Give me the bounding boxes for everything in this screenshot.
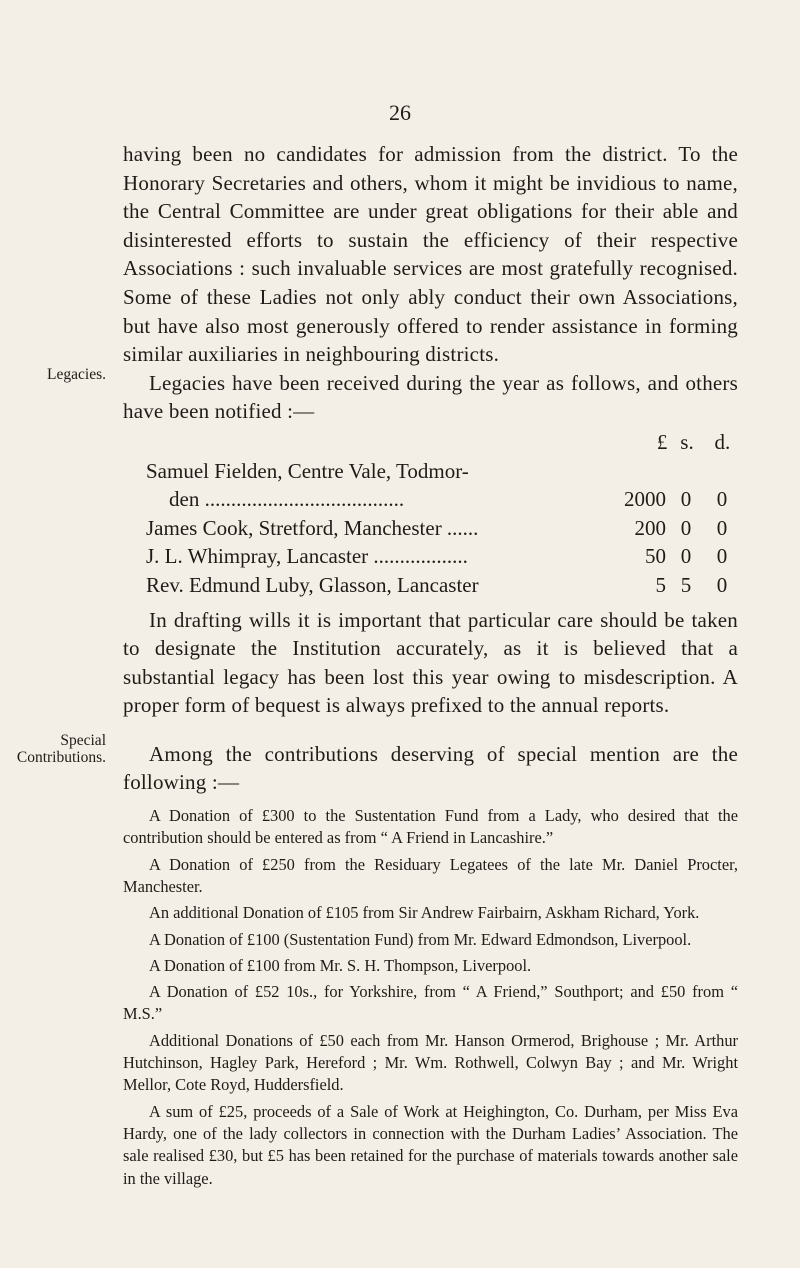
- contribution-item: A Donation of £100 from Mr. S. H. Thompson, Liverpool.: [149, 955, 532, 975]
- legacy-shillings: 0: [680, 544, 692, 569]
- contribution-item: A Donation of £52 10s., for Yorkshire, from “ A Friend,” Southport; and £50 from “ M.S.”: [123, 982, 738, 1024]
- contribution-item: A Donation of £100 (Sustentation Fund) from Mr. Edward Edmondson, Liverpool.: [149, 929, 692, 949]
- legacy-pounds: 2000: [624, 487, 666, 512]
- legacy-pence: 0: [716, 515, 728, 540]
- contribution-item: An additional Donation of £105 from Sir Andrew Fairbairn, Askham Richard, York.: [149, 903, 700, 923]
- legacies-intro: Legacies have been received during the year as follows, and others have been notified :—: [123, 370, 738, 424]
- pounds-header: £: [656, 429, 668, 454]
- contribution-item: Additional Donations of £50 each from Mr. Hanson Ormerod, Brighouse ; Mr. Arthur Hutchinson, Hagley Park, Hereford ; Mr. Wm. Rothwell, Colwyn Bay ; and Mr. Wright Mellor, Cote Royd, Huddersfield.: [123, 1030, 738, 1095]
- special-contributions-intro: Among the contributions deserving of special mention are the following :—: [123, 741, 738, 795]
- legacy-name: Samuel Fielden, Centre Vale, Todmor-: [146, 458, 469, 483]
- contribution-item: A Donation of £250 from the Residuary Legatees of the late Mr. Daniel Procter, Manchester.: [123, 854, 738, 896]
- legacy-shillings: 0: [680, 515, 692, 540]
- main-text: [123, 140, 738, 1194]
- legacy-pounds: 5: [655, 572, 666, 597]
- contributions-list: [123, 805, 738, 1190]
- legacy-row: [146, 485, 738, 514]
- legacy-shillings: 5: [680, 572, 692, 597]
- legacy-name: Rev. Edmund Luby, Glasson, Lancaster: [146, 572, 479, 597]
- margin-note-special-contributions: Special Contributions.: [16, 732, 106, 766]
- legacy-row: [146, 542, 738, 571]
- legacy-pence: 0: [716, 572, 728, 597]
- pence-header: d.: [714, 429, 731, 454]
- page-number: 26: [389, 100, 411, 125]
- legacy-pence: 0: [716, 487, 728, 512]
- contribution-item: A Donation of £300 to the Sustentation Fund from a Lady, who desired that the contribution should be entered as from “ A Friend in Lancashire.”: [123, 806, 738, 848]
- contribution-item: A sum of £25, proceeds of a Sale of Work at Heighington, Co. Durham, per Miss Eva Hardy, one of the lady collectors in connection with the Durham Ladies’ Association. The sale realised £30, but £5 has been retained for the purchase of materials towards another sale in the village.: [123, 1101, 738, 1188]
- legacies-table: [146, 428, 738, 600]
- legacy-name-continuation: den ......................................: [169, 487, 405, 512]
- legacy-row: [146, 571, 738, 600]
- legacy-row: [146, 457, 738, 486]
- legacy-pounds: 50: [645, 544, 666, 569]
- drafting-note: In drafting wills it is important that particular care should be taken to designate the Institution accurately, as it is believed that a substantial legacy has been lost this year owing to misdescription. A proper form of bequest is always prefixed to the annual reports.: [123, 607, 738, 718]
- legacy-row: [146, 514, 738, 543]
- intro-paragraph: having been no candidates for admission from the district. To the Honorary Secretaries and others, whom it might be invidious to name, the Central Committee are under great obligations for their able and disinterested efforts to sustain the efficiency of their respective Associations : such invaluable services are most gratefully recognised. Some of these Ladies not only ably conduct their own Associations, but have also most generously offered to render assistance in forming similar auxiliaries in neighbouring districts.: [123, 142, 738, 367]
- legacy-pounds: 200: [634, 515, 666, 540]
- shillings-header: s.: [680, 429, 694, 454]
- legacy-shillings: 0: [680, 487, 692, 512]
- legacy-name: J. L. Whimpray, Lancaster ..................: [146, 544, 468, 569]
- legacy-pence: 0: [716, 544, 728, 569]
- margin-note-legacies: Legacies.: [47, 366, 106, 383]
- legacy-name: James Cook, Stretford, Manchester ......: [146, 515, 479, 540]
- legacies-table-header: [589, 428, 738, 457]
